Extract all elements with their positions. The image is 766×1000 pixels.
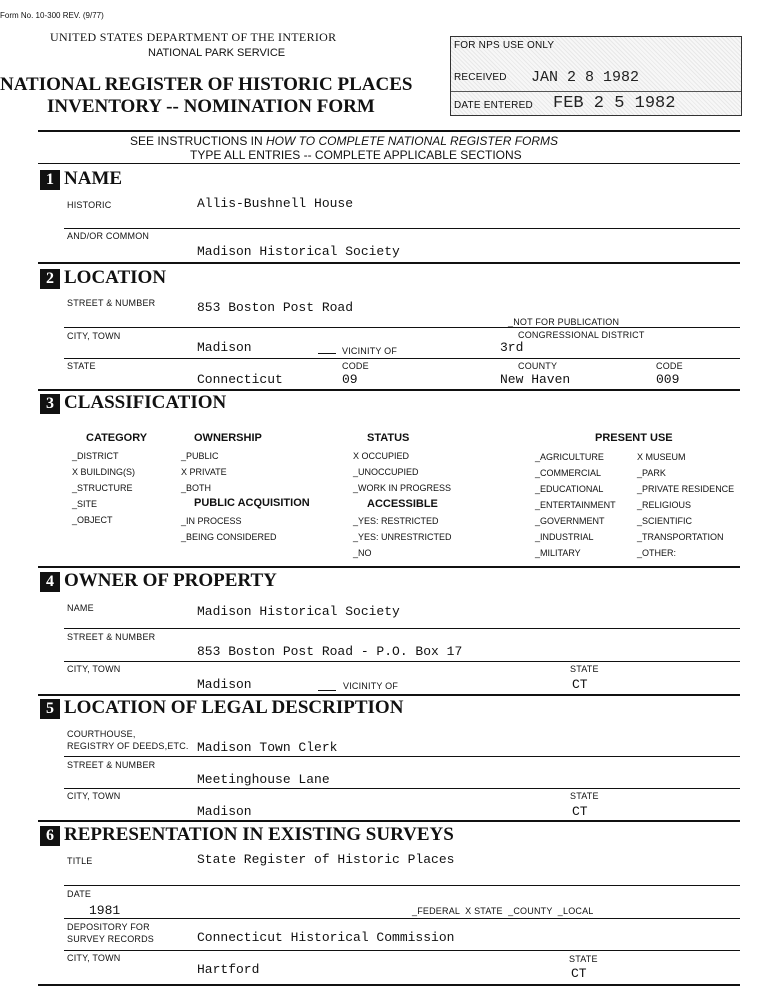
historic-label: HISTORIC bbox=[67, 200, 112, 210]
instructions-line1: SEE INSTRUCTIONS IN HOW TO COMPLETE NATIONAL REGISTER FORMS bbox=[130, 134, 559, 148]
section-title-name: NAME bbox=[64, 168, 123, 189]
county-code-label: CODE bbox=[656, 361, 683, 371]
present-use-option: _PARK bbox=[637, 468, 666, 478]
section-number-6: 6 bbox=[40, 826, 60, 846]
accessible-option: _YES: UNRESTRICTED bbox=[353, 532, 452, 542]
ownership-option: _PUBLIC bbox=[181, 451, 219, 461]
congressional-district-label: CONGRESSIONAL DISTRICT bbox=[518, 330, 645, 340]
code-label: CODE bbox=[342, 361, 369, 371]
city-value: Madison bbox=[197, 340, 252, 355]
owner-city-label: CITY, TOWN bbox=[67, 664, 121, 674]
acquisition-option: _BEING CONSIDERED bbox=[181, 532, 277, 542]
survey-title-label: TITLE bbox=[67, 856, 93, 866]
street-value: 853 Boston Post Road bbox=[197, 300, 354, 315]
registry-label: REGISTRY OF DEEDS,ETC. bbox=[67, 741, 189, 751]
survey-date-value: 1981 bbox=[89, 903, 121, 918]
survey-city-label: CITY, TOWN bbox=[67, 953, 121, 963]
status-option: X OCCUPIED bbox=[353, 451, 410, 461]
status-option: _UNOCCUPIED bbox=[353, 467, 419, 477]
status-option: _WORK IN PROGRESS bbox=[353, 483, 452, 493]
historic-name-value: Allis-Bushnell House bbox=[197, 196, 354, 211]
received-stamp: JAN 2 8 1982 bbox=[531, 69, 640, 86]
survey-title-value: State Register of Historic Places bbox=[197, 852, 455, 867]
county-label: COUNTY bbox=[518, 361, 558, 371]
agency-service: NATIONAL PARK SERVICE bbox=[148, 47, 286, 59]
depository-label: DEPOSITORY FOR bbox=[67, 922, 150, 932]
survey-levels: _FEDERAL X STATE _COUNTY _LOCAL bbox=[412, 906, 594, 916]
category-option: _STRUCTURE bbox=[72, 483, 133, 493]
form-title-line1: NATIONAL REGISTER OF HISTORIC PLACES bbox=[0, 74, 413, 95]
owner-name-label: NAME bbox=[67, 603, 94, 613]
legal-city-value: Madison bbox=[197, 804, 252, 819]
county-code-value: 009 bbox=[656, 372, 680, 387]
present-use-option: _ENTERTAINMENT bbox=[535, 500, 616, 510]
present-use-option: _AGRICULTURE bbox=[535, 452, 604, 462]
present-use-option: _TRANSPORTATION bbox=[637, 532, 724, 542]
courthouse-label: COURTHOUSE, bbox=[67, 729, 136, 739]
status-header: STATUS bbox=[367, 432, 410, 444]
survey-date-label: DATE bbox=[67, 889, 92, 899]
courthouse-value: Madison Town Clerk bbox=[197, 740, 338, 755]
legal-state-value: CT bbox=[572, 804, 588, 819]
category-option: X BUILDING(S) bbox=[72, 467, 136, 477]
ownership-option: X PRIVATE bbox=[181, 467, 227, 477]
nps-use-box bbox=[450, 36, 742, 116]
vicinity-of: VICINITY OF bbox=[342, 346, 398, 356]
survey-state-label: STATE bbox=[569, 954, 598, 964]
present-use-option: _INDUSTRIAL bbox=[535, 532, 594, 542]
present-use-option: _PRIVATE RESIDENCE bbox=[637, 484, 735, 494]
acquisition-option: _IN PROCESS bbox=[181, 516, 242, 526]
state-code-value: 09 bbox=[342, 372, 358, 387]
present-use-option: _EDUCATIONAL bbox=[535, 484, 604, 494]
section-title-classification: CLASSIFICATION bbox=[64, 392, 227, 413]
section-title-owner: OWNER OF PROPERTY bbox=[64, 570, 277, 591]
present-use-option: X MUSEUM bbox=[637, 452, 686, 462]
state-label: STATE bbox=[67, 361, 96, 371]
form-number: Form No. 10-300 REV. (9/77) bbox=[0, 11, 104, 20]
legal-street-label: STREET & NUMBER bbox=[67, 760, 156, 770]
category-option: _DISTRICT bbox=[72, 451, 119, 461]
date-entered-stamp: FEB 2 5 1982 bbox=[553, 94, 676, 113]
section-title-surveys: REPRESENTATION IN EXISTING SURVEYS bbox=[64, 824, 454, 845]
section-number-5: 5 bbox=[40, 699, 60, 719]
section-number-3: 3 bbox=[40, 394, 60, 414]
ownership-header: OWNERSHIP bbox=[194, 432, 262, 444]
section-number-1: 1 bbox=[40, 170, 60, 190]
section-number-4: 4 bbox=[40, 572, 60, 592]
present-use-option: _OTHER: bbox=[637, 548, 677, 558]
instructions-line2: TYPE ALL ENTRIES -- COMPLETE APPLICABLE SECTIONS bbox=[190, 148, 522, 162]
category-header: CATEGORY bbox=[86, 432, 148, 444]
present-use-option: _MILITARY bbox=[535, 548, 581, 558]
category-option: _SITE bbox=[72, 499, 98, 509]
owner-street-label: STREET & NUMBER bbox=[67, 632, 156, 642]
street-label: STREET & NUMBER bbox=[67, 298, 156, 308]
agency-name: UNITED STATES DEPARTMENT OF THE INTERIOR bbox=[50, 30, 337, 44]
congressional-district-value: 3rd bbox=[500, 340, 524, 355]
survey-city-value: Hartford bbox=[197, 962, 260, 977]
present-use-header: PRESENT USE bbox=[595, 432, 673, 444]
owner-state-label: STATE bbox=[570, 664, 599, 674]
city-label: CITY, TOWN bbox=[67, 331, 121, 341]
section-number-2: 2 bbox=[40, 269, 60, 289]
section-title-legal-description: LOCATION OF LEGAL DESCRIPTION bbox=[64, 697, 404, 718]
category-option: _OBJECT bbox=[72, 515, 113, 525]
survey-records-label: SURVEY RECORDS bbox=[67, 934, 154, 944]
nps-label: FOR NPS USE ONLY bbox=[454, 40, 555, 51]
present-use-option: _COMMERCIAL bbox=[535, 468, 602, 478]
legal-city-label: CITY, TOWN bbox=[67, 791, 121, 801]
common-name-value: Madison Historical Society bbox=[197, 244, 400, 259]
owner-name-value: Madison Historical Society bbox=[197, 604, 400, 619]
ownership-option: _BOTH bbox=[181, 483, 212, 493]
owner-city-value: Madison bbox=[197, 677, 252, 692]
form-title-line2: INVENTORY -- NOMINATION FORM bbox=[47, 96, 375, 117]
legal-state-label: STATE bbox=[570, 791, 599, 801]
accessible-option: _NO bbox=[353, 548, 372, 558]
not-for-publication: _NOT FOR PUBLICATION bbox=[508, 317, 620, 327]
present-use-option: _GOVERNMENT bbox=[535, 516, 605, 526]
accessible-option: _YES: RESTRICTED bbox=[353, 516, 439, 526]
public-acquisition-header: PUBLIC ACQUISITION bbox=[194, 497, 310, 509]
owner-state-value: CT bbox=[572, 677, 588, 692]
present-use-option: _RELIGIOUS bbox=[637, 500, 692, 510]
section-title-location: LOCATION bbox=[64, 267, 167, 288]
survey-state-value: CT bbox=[571, 966, 587, 981]
county-value: New Haven bbox=[500, 372, 571, 387]
owner-vicinity-of: VICINITY OF bbox=[343, 681, 399, 691]
depository-value: Connecticut Historical Commission bbox=[197, 930, 455, 945]
legal-street-value: Meetinghouse Lane bbox=[197, 772, 330, 787]
common-name-label: AND/OR COMMON bbox=[67, 231, 150, 241]
accessible-header: ACCESSIBLE bbox=[367, 498, 438, 510]
owner-street-value: 853 Boston Post Road - P.O. Box 17 bbox=[197, 644, 463, 659]
present-use-option: _SCIENTIFIC bbox=[637, 516, 693, 526]
state-value: Connecticut bbox=[197, 372, 283, 387]
received-label: RECEIVED bbox=[454, 72, 507, 83]
date-entered-label: DATE ENTERED bbox=[454, 100, 533, 111]
